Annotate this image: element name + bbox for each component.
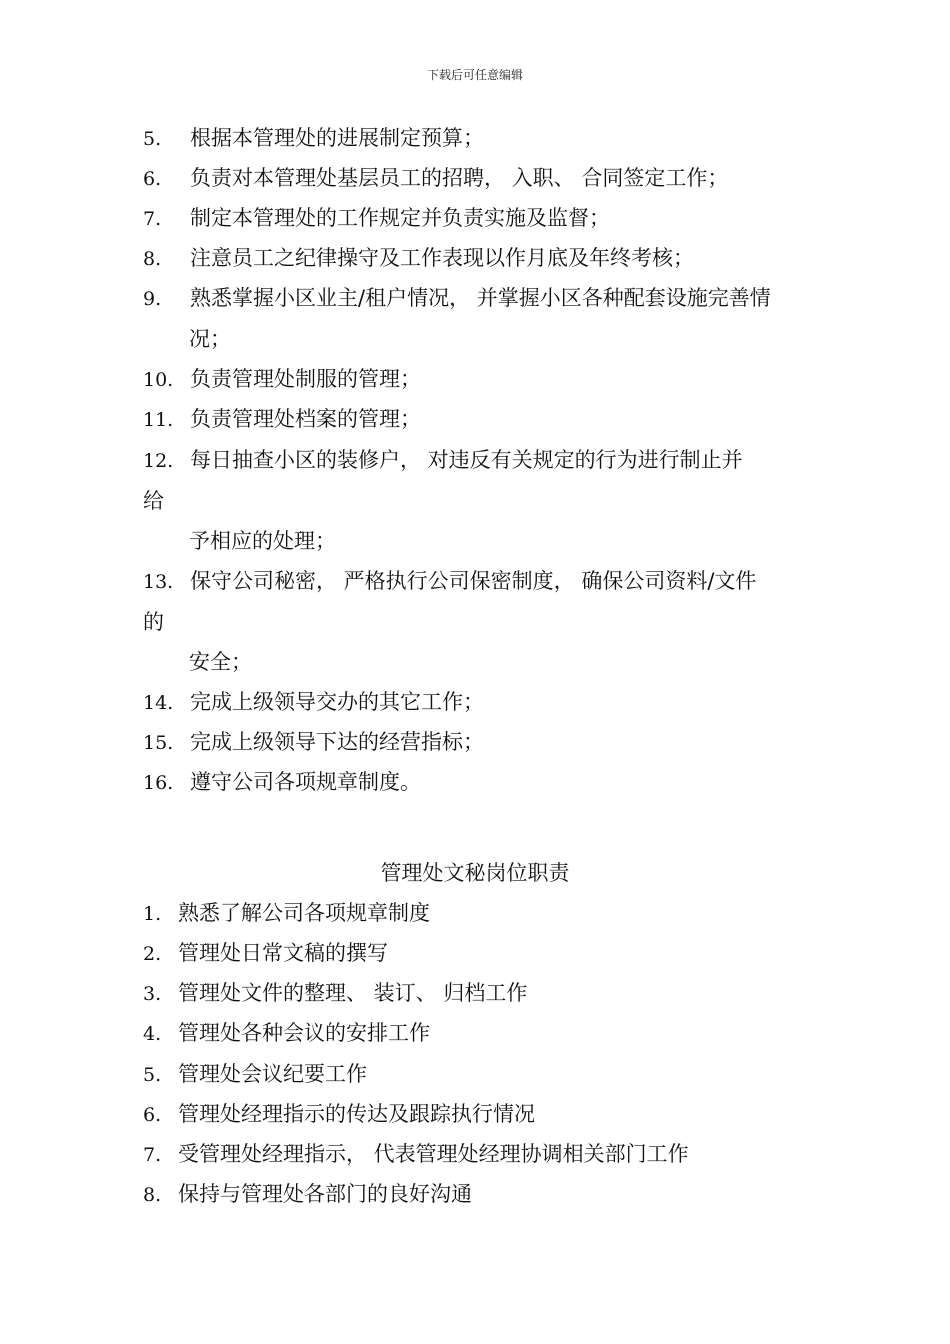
item-text: 保守公司秘密， 严格执行公司保密制度， 确保公司资料/文件 (190, 569, 757, 593)
list-item (143, 1182, 472, 1207)
list-item (143, 126, 484, 151)
section-title: 管理处文秘岗位职责 (380, 861, 570, 885)
item-text: 遵守公司各项规章制度。 (190, 770, 421, 794)
item-number: 13. (143, 571, 174, 593)
item-number: 1. (143, 903, 162, 925)
item-text: 注意员工之纪律操守及工作表现以作月底及年终考核； (190, 246, 694, 270)
item-wrap: 给 (143, 489, 164, 513)
item-text: 负责管理处制服的管理； (190, 367, 421, 391)
item-text: 管理处经理指示的传达及跟踪执行情况 (178, 1102, 535, 1126)
item-number: 14. (143, 692, 174, 714)
item-number: 9. (143, 288, 162, 310)
header-note: 下载后可任意编辑 (426, 68, 523, 82)
list-item (143, 1102, 535, 1127)
item-number: 8. (143, 1184, 162, 1206)
item-text: 管理处各种会议的安排工作 (178, 1021, 430, 1045)
item-text: 完成上级领导交办的其它工作； (190, 690, 484, 714)
item-number: 16. (143, 772, 174, 794)
item-number: 7. (143, 1144, 162, 1166)
list-item (143, 690, 484, 715)
item-text: 熟悉了解公司各项规章制度 (178, 901, 430, 925)
list-item (143, 407, 421, 432)
item-number: 6. (143, 168, 162, 190)
item-continuation: 安全； (189, 650, 252, 674)
list-item (143, 206, 610, 231)
item-number: 4. (143, 1023, 162, 1045)
item-number: 11. (143, 409, 174, 431)
item-text: 管理处会议纪要工作 (178, 1062, 367, 1086)
list-item (143, 1142, 689, 1167)
item-text: 根据本管理处的进展制定预算； (190, 126, 484, 150)
item-text: 负责对本管理处基层员工的招聘， 入职、 合同签定工作； (190, 166, 729, 190)
item-wrap: 的 (143, 610, 164, 634)
item-number: 2. (143, 943, 162, 965)
item-number: 5. (143, 128, 162, 150)
item-number: 3. (143, 983, 162, 1005)
item-text: 保持与管理处各部门的良好沟通 (178, 1182, 472, 1206)
item-number: 8. (143, 248, 162, 270)
list-item (143, 901, 430, 926)
item-text: 熟悉掌握小区业主/租户情况， 并掌握小区各种配套设施完善情 (190, 286, 771, 310)
list-item (143, 286, 771, 311)
list-item (143, 246, 694, 271)
item-number: 15. (143, 732, 174, 754)
item-text: 每日抽查小区的装修户， 对违反有关规定的行为进行制止并 (190, 448, 743, 472)
item-number: 12. (143, 450, 174, 472)
item-text: 完成上级领导下达的经营指标； (190, 730, 484, 754)
list-item (143, 941, 388, 966)
list-item (143, 1062, 367, 1087)
item-text: 制定本管理处的工作规定并负责实施及监督； (190, 206, 610, 230)
item-continuation: 予相应的处理； (189, 529, 336, 553)
item-continuation: 况； (189, 327, 231, 351)
list-item (143, 770, 421, 795)
list-item (143, 448, 743, 473)
item-text: 管理处日常文稿的撰写 (178, 941, 388, 965)
list-item (143, 1021, 430, 1046)
list-item (143, 166, 728, 191)
item-text: 受管理处经理指示， 代表管理处经理协调相关部门工作 (178, 1142, 689, 1166)
list-item (143, 569, 756, 594)
list-item (143, 730, 484, 755)
item-number: 7. (143, 208, 162, 230)
item-number: 10. (143, 369, 174, 391)
item-number: 5. (143, 1064, 162, 1086)
item-text: 管理处文件的整理、 装订、 归档工作 (178, 981, 528, 1005)
item-text: 负责管理处档案的管理； (190, 407, 421, 431)
item-number: 6. (143, 1104, 162, 1126)
list-item (143, 981, 527, 1006)
list-item (143, 367, 421, 392)
